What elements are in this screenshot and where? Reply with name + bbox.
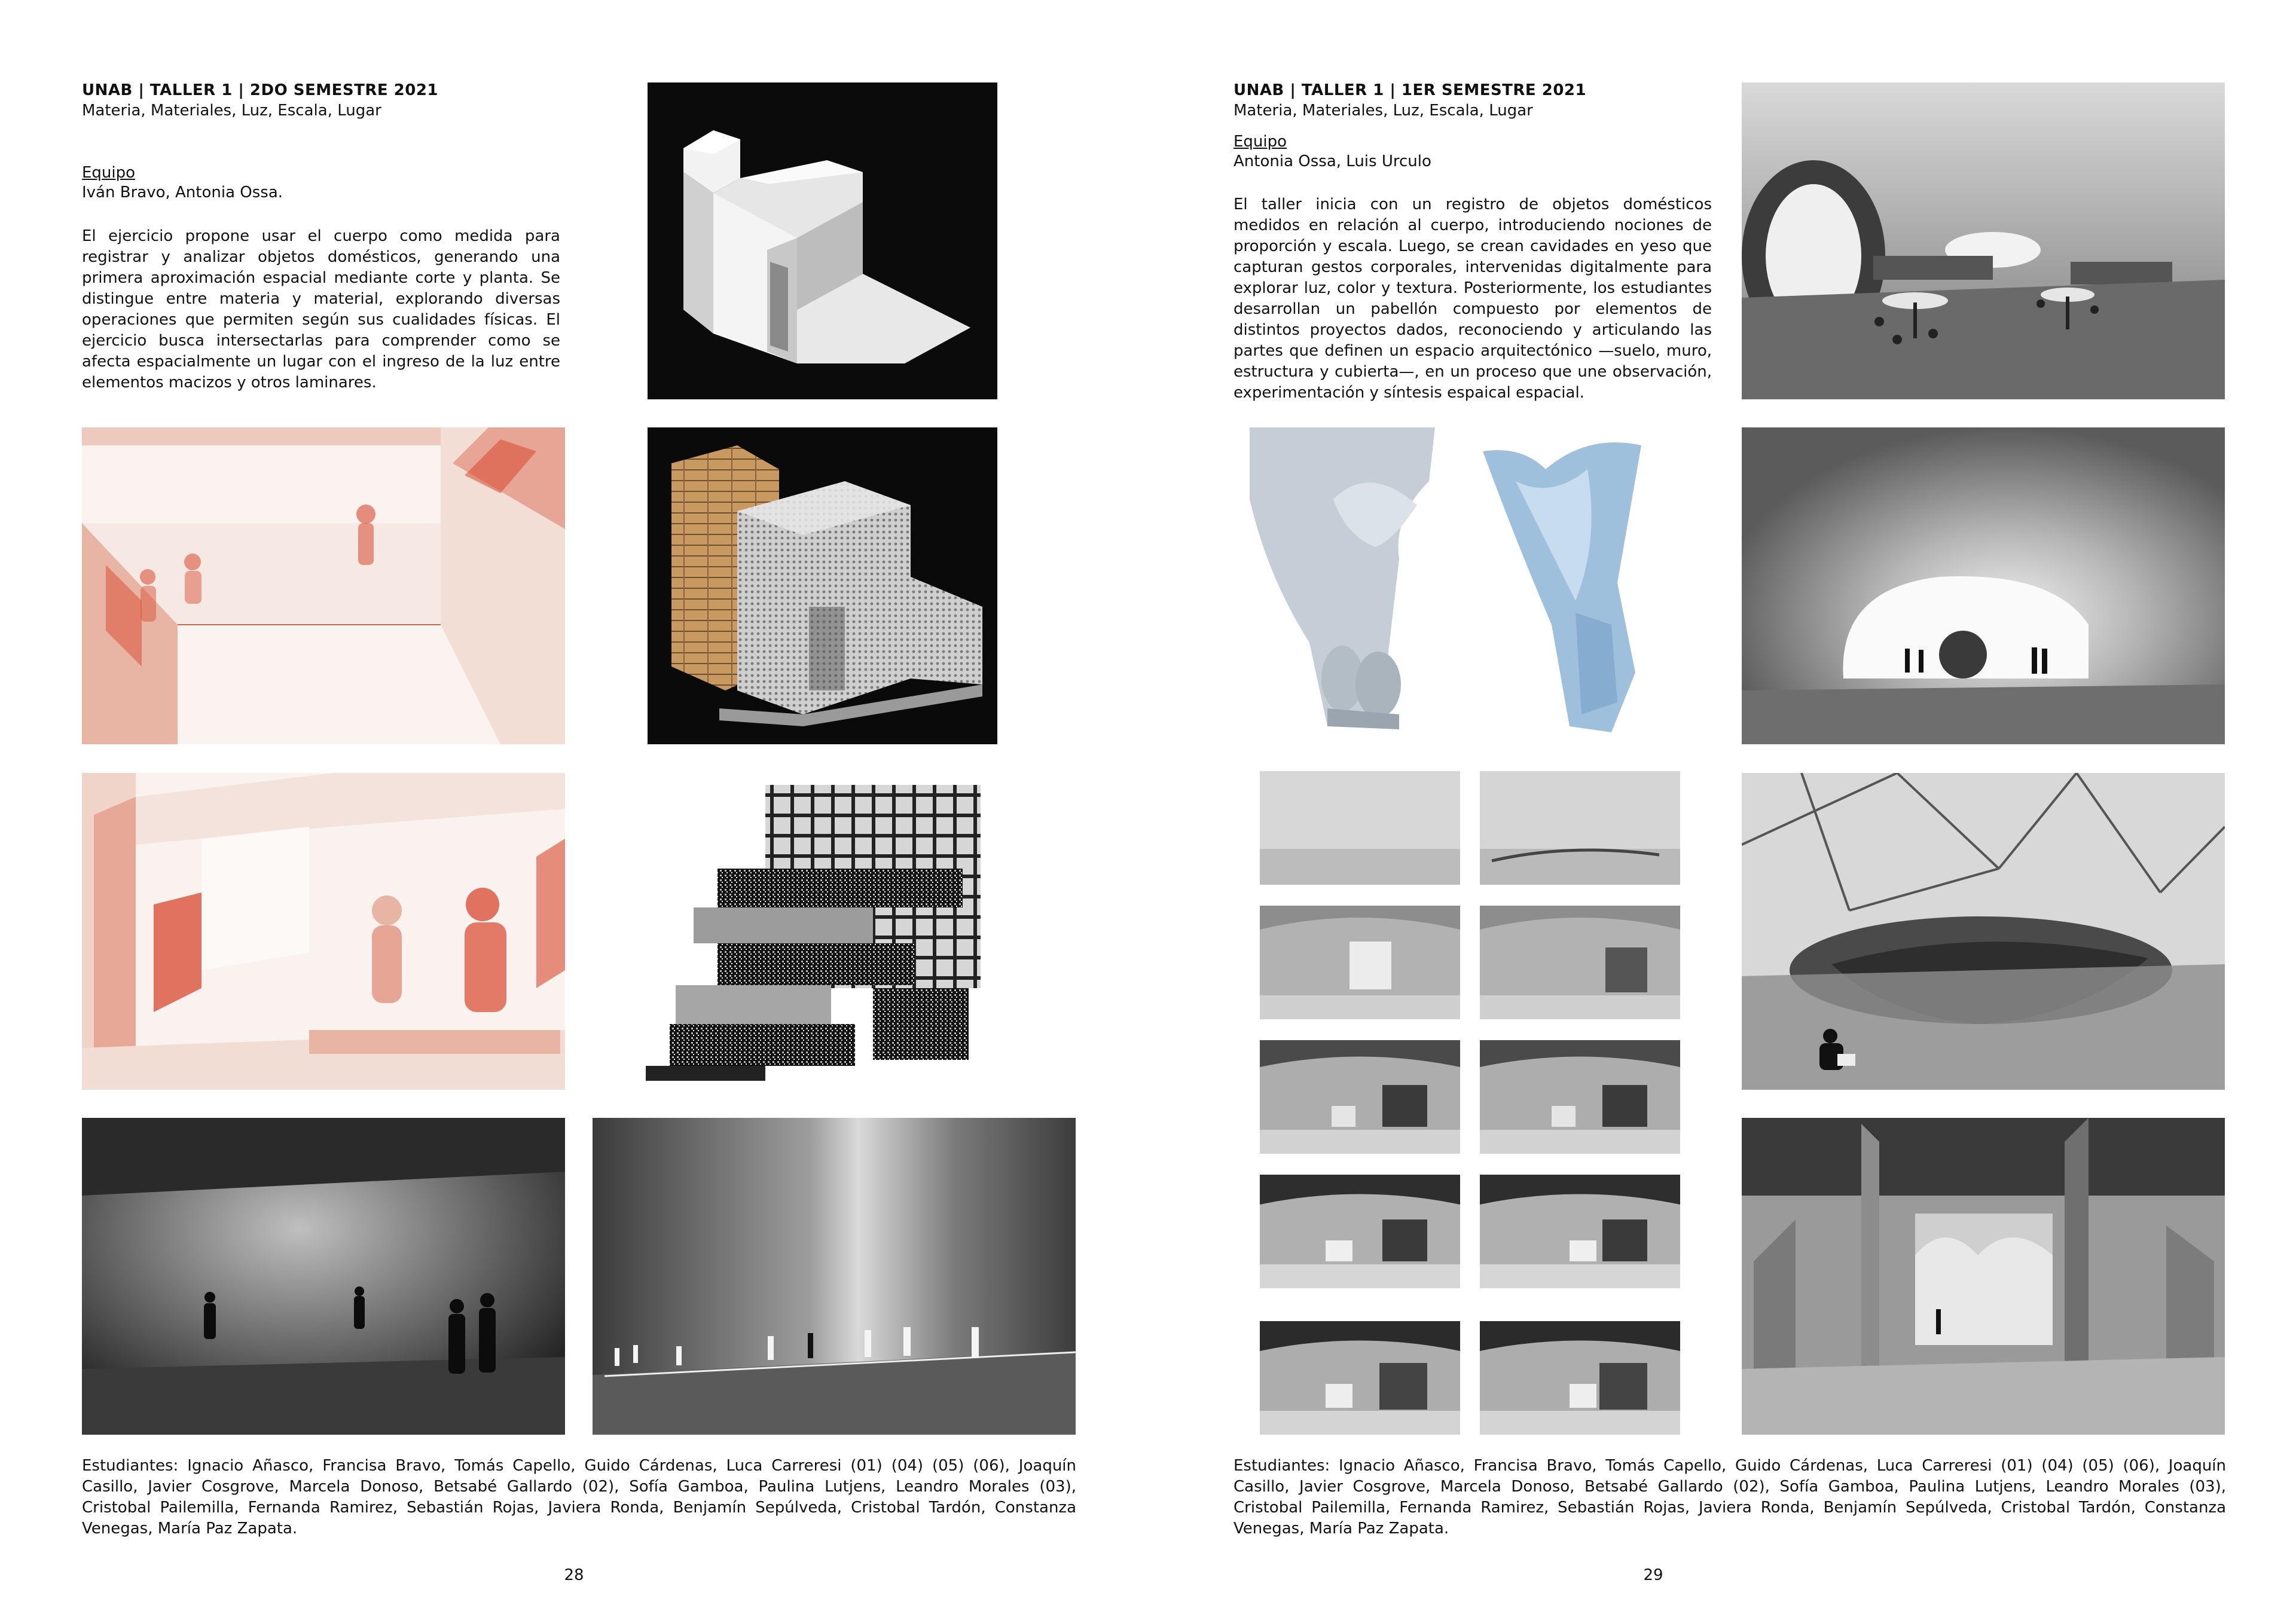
textured-plan-drawing <box>628 773 999 1090</box>
right-team-members: Antonia Ossa, Luis Urculo <box>1234 152 1431 170</box>
walls-landscape-render <box>1742 1118 2225 1435</box>
left-students: Estudiantes: Ignacio Añasco, Francisa Bravo, Tomás Capello, Guido Cárdenas, Luca Carreresi (01) (04) (05) (06), Joaquín Casillo, Javier Cosgrove, Marcela Donoso, Betsabé Gallardo (02), Sofía Gamboa, Paulina Lutjens, Leandro Morales (03), Cristobal Pailemilla, Fernanda Ramirez, Sebastián Rojas, Javiera Ronda, Benjamín Sepúlveda, Cristobal Tardón, Constanza Venegas, María Paz Zapata. <box>82 1457 1076 1538</box>
brick-mesh-model-photo <box>648 427 997 744</box>
left-header-title: UNAB | TALLER 1 | 2DO SEMESTRE 2021 <box>82 81 439 99</box>
red-sketch-figures <box>82 427 565 744</box>
right-header-subtitle: Materia, Materiales, Luz, Escala, Lugar <box>1234 102 1533 120</box>
small-render-6 <box>1480 1040 1680 1154</box>
right-team-label: Equipo <box>1234 133 1287 151</box>
body-cast-photo <box>1244 427 1441 735</box>
left-team-members: Iván Bravo, Antonia Ossa. <box>82 184 283 201</box>
left-header-subtitle: Materia, Materiales, Luz, Escala, Lugar <box>82 102 381 120</box>
dark-interior-figures-photo <box>82 1118 565 1435</box>
blue-plaster-cast <box>1480 433 1644 738</box>
white-model-photo <box>648 82 997 399</box>
red-sketch-interior <box>82 773 565 1090</box>
small-render-4 <box>1480 906 1680 1019</box>
tent-structure-render <box>1742 773 2225 1090</box>
right-page <box>1148 0 2296 1623</box>
left-description: El ejercicio propone usar el cuerpo como medida para registrar y analizar objetos domésticos, generando una primera aproximación espacial mediante corte y planta. Se distingue entre materia y material, explorando diversas operaciones que permiten según sus cualidades físicas. El ejercicio busca intersectarlas para comprender como se afecta espacialmente un lugar con el ingreso de la luz entre elementos macizos y otros laminares. <box>82 227 560 392</box>
small-render-1 <box>1260 771 1460 885</box>
small-render-10 <box>1480 1321 1680 1435</box>
small-render-5 <box>1260 1040 1460 1154</box>
cave-library-render <box>1742 82 2225 399</box>
right-page-number: 29 <box>1643 1566 1663 1584</box>
right-header-title: UNAB | TALLER 1 | 1ER SEMESTRE 2021 <box>1234 81 1587 99</box>
small-render-3 <box>1260 906 1460 1019</box>
small-render-2 <box>1480 771 1680 885</box>
small-render-7 <box>1260 1175 1460 1288</box>
right-description: El taller inicia con un registro de objetos domésticos medidos en relación al cuerpo, introduciendo nociones de proporción y escala. Luego, se crean cavidades en yeso que capturan gestos corporales, intervenidas digitalmente para explorar luz, color y textura. Posteriormente, los estudiantes desarrollan un pabellón compuesto por elementos de distintos proyectos dados, reconociendo y articulando las partes que definen un espacio arquitectónico —suelo, muro, estructura y cubierta—, en un proceso que une observación, experimentación y síntesis espaical espacial. <box>1234 195 1712 402</box>
small-render-9 <box>1260 1321 1460 1435</box>
light-shaft-figures-photo <box>593 1118 1076 1435</box>
left-team-label: Equipo <box>82 164 136 182</box>
left-page-number: 28 <box>564 1566 584 1584</box>
tunnel-sphere-render <box>1742 427 2225 744</box>
small-render-8 <box>1480 1175 1680 1288</box>
right-students: Estudiantes: Ignacio Añasco, Francisa Bravo, Tomás Capello, Guido Cárdenas, Luca Carreresi (01) (04) (05) (06), Joaquín Casillo, Javier Cosgrove, Marcela Donoso, Betsabé Gallardo (02), Sofía Gamboa, Paulina Lutjens, Leandro Morales (03), Cristobal Pailemilla, Fernanda Ramirez, Sebastián Rojas, Javiera Ronda, Benjamín Sepúlveda, Cristobal Tardón, Constanza Venegas, María Paz Zapata. <box>1234 1457 2226 1538</box>
